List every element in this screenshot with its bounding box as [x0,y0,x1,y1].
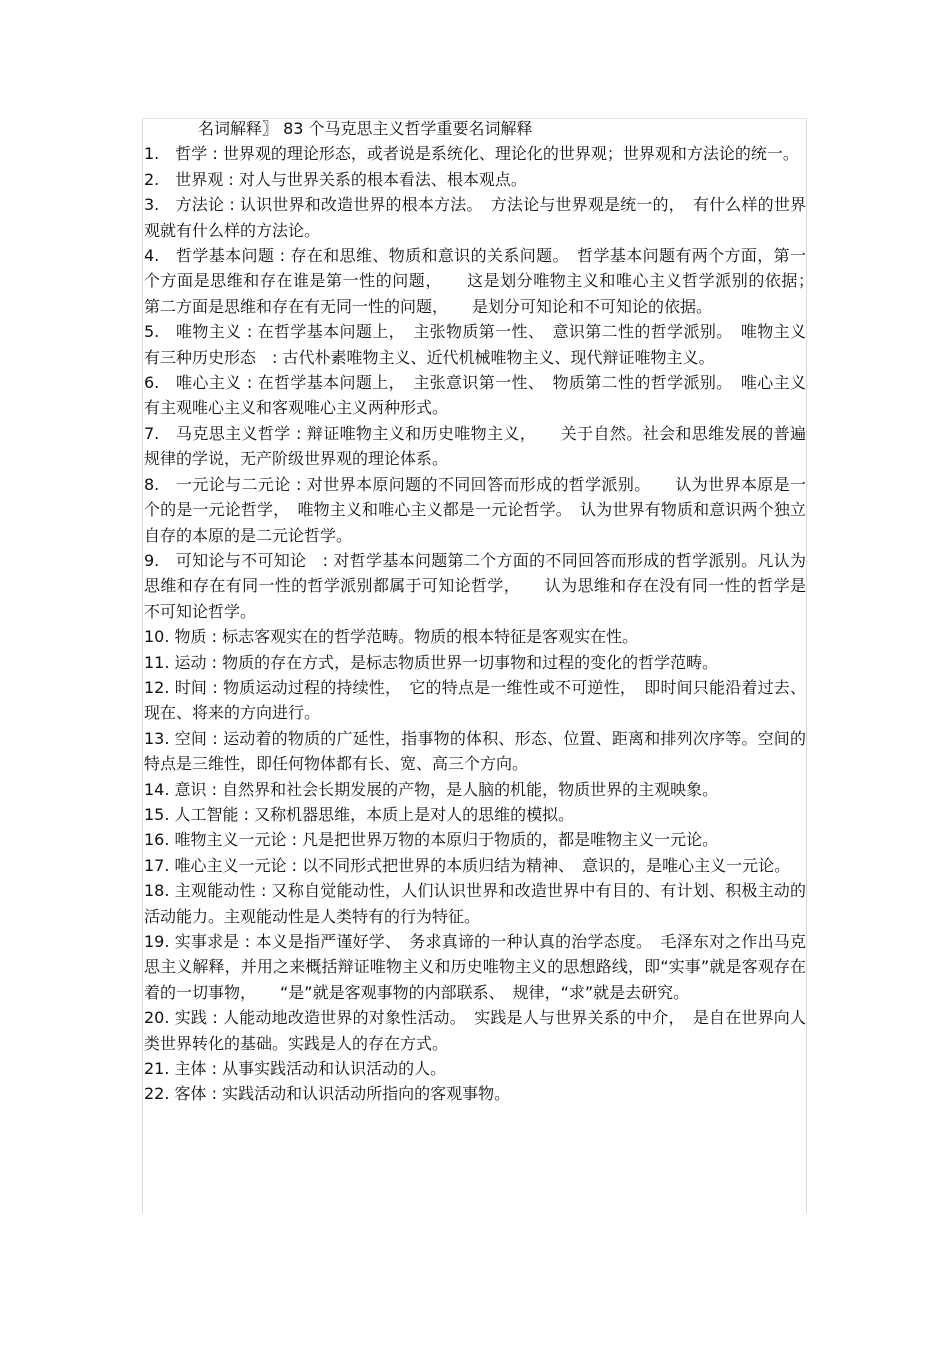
entry-16: 16. 唯物主义一元论 : 凡是把世界万物的本原归于物质的，都是唯物主义一元论。 [144,830,719,850]
entry-13: 13. 空间 : 运动着的物质的广延性，指事物的体积、形态、位置、距离和排列次序等。空间的特点是三维性，即任何物体都有长、宽、高三个方向。 [144,728,806,774]
entry-14: 14. 意识 : 自然界和社会长期发展的产物，是人脑的机能，物质世界的主观映象。 [144,779,719,799]
entry-6: 6. 唯心主义 : 在哲学基本问题上， 主张意识第一性、 物质第二性的哲学派别。 唯心主义有主观唯心主义和客观唯心主义两种形式。 [144,373,806,418]
entry-10: 10. 物质 : 标志客观实在的哲学范畴。物质的根本特征是客观实在性。 [144,627,639,647]
document-body [144,116,823,1107]
entry-8: 8. 一元论与二元论 : 对世界本原问题的不同回答而形成的哲学派别。 认为世界本原是一个的是一元论哲学， 唯物主义和唯心主义都是一元论哲学。 认为世界有物质和意识两个独立自存的本原的是二元论哲学。 [144,474,806,545]
entry-19: 19. 实事求是 : 本义是指严谨好学、 务求真谛的一种认真的治学态度。 毛泽东对之作出马克思主义解释，并用之来概括辩证唯物主义和历史唯物主义的思想路线，即“实事”就是客观存在着的一切事物， “是”就是客观事物的内部联系、 规律，“求”就是去研究。 [144,932,806,1002]
entry-20: 20. 实践 : 人能动地改造世界的对象性活动。 实践是人与世界关系的中介， 是自在世界向人类世界转化的基础。实践是人的存在方式。 [144,1008,806,1053]
entry-15: 15. 人工智能 : 又称机器思维，本质上是对人的思维的模拟。 [144,804,575,824]
entry-9: 9. 可知论与不可知论 : 对哲学基本问题第二个方面的不同回答而形成的哲学派别。凡认为思维和存在有同一性的哲学派别都属于可知论哲学， 认为思维和存在没有同一性的哲学是不可知论哲学。 [144,550,806,621]
entry-2: 2. 世界观 : 对人与世界关系的根本看法、根本观点。 [144,169,527,189]
entry-5: 5. 唯物主义 : 在哲学基本问题上， 主张物质第一性、 意识第二性的哲学派别。 唯物主义有三种历史形态 : 古代朴素唯物主义、近代机械唯物主义、现代辩证唯物主义。 [144,322,806,367]
entry-3: 3. 方法论 : 认识世界和改造世界的根本方法。 方法论与世界观是统一的， 有什么样的世界观就有什么样的方法论。 [144,195,806,240]
entry-22: 22. 客体 : 实践活动和认识活动所指向的客观事物。 [144,1084,511,1104]
document-title: 名词解释〗 83 个马克思主义哲学重要名词解释 [198,119,533,138]
entry-7: 7. 马克思主义哲学 : 辩证唯物主义和历史唯物主义， 关于自然。社会和思维发展的普遍规律的学说，无产阶级世界观的理论体系。 [144,423,806,469]
entry-12: 12. 时间 : 物质运动过程的持续性， 它的特点是一维性或不可逆性， 即时间只能沿着过去、现在、将来的方向进行。 [144,677,806,723]
entry-17: 17. 唯心主义一元论 : 以不同形式把世界的本质归结为精神、 意识的，是唯心主义一元论。 [144,855,791,875]
entry-11: 11. 运动 : 物质的存在方式，是标志物质世界一切事物和过程的变化的哲学范畴。 [144,652,719,672]
entry-21: 21. 主体 : 从事实践活动和认识活动的人。 [144,1059,447,1079]
entry-18: 18. 主观能动性 : 又称自觉能动性，人们认识世界和改造世界中有目的、有计划、积极主动的活动能力。主观能动性是人类特有的行为特征。 [144,881,806,926]
entry-1: 1. 哲学 : 世界观的理论形态，或者说是系统化、理论化的世界观；世界观和方法论的统一。 [144,144,799,164]
entry-4: 4. 哲学基本问题 : 存在和思维、物质和意识的关系问题。 哲学基本问题有两个方面，第一个方面是思维和存在谁是第一性的问题， 这是划分唯物主义和唯心主义哲学派别的依据； 第二方面是思维和存在有无同一性的问题， 是划分可知论和不可知论的依据。 [144,246,823,316]
